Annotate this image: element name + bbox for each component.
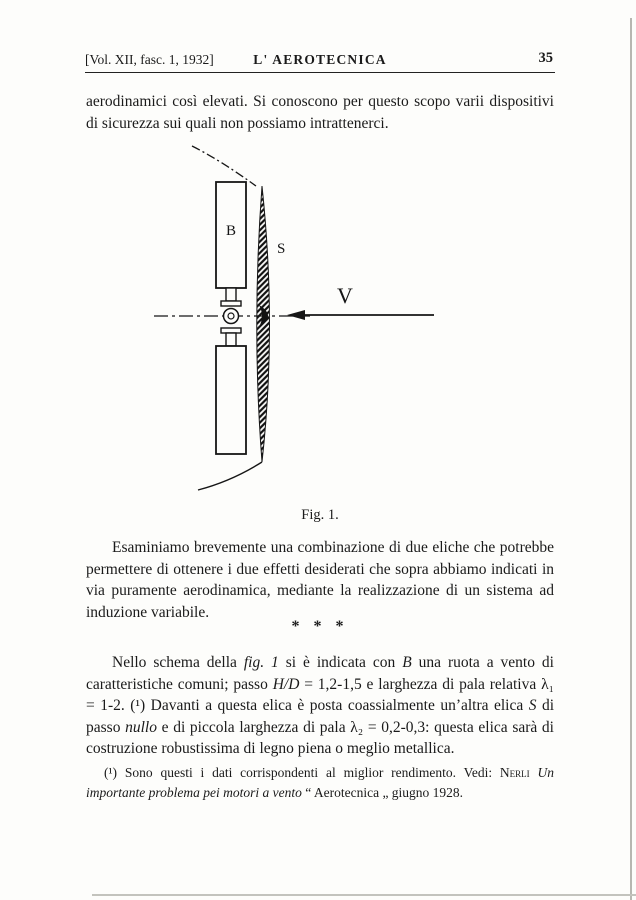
- figure-label-s: S: [277, 241, 286, 257]
- stream-curve-top: [192, 146, 256, 186]
- propeller-blade-bottom: [216, 328, 246, 454]
- velocity-arrow: [287, 310, 434, 320]
- journal-volume: [Vol. XII, fasc. 1, 1932]: [85, 52, 214, 67]
- figure-caption: Fig. 1.: [301, 507, 339, 523]
- paragraph-intro: aerodinamici così elevati. Si conoscono per questo scopo varii dispositivi di sicurezza sui quali non possiamo intrattenerci.: [86, 93, 554, 132]
- figure-label-v: V: [337, 283, 353, 308]
- scan-edge-right: [630, 18, 632, 900]
- figure-label-b: B: [225, 223, 237, 239]
- section-separator: * * *: [291, 618, 349, 635]
- journal-title: L' AEROTECNICA: [253, 52, 387, 67]
- page-number: 35: [538, 50, 553, 66]
- header-rule: [85, 72, 555, 73]
- figure-drawing: [138, 140, 460, 496]
- propeller-blade-top: [216, 182, 246, 306]
- paragraph-examine: Esaminiamo brevemente una combinazione di due eliche che potrebbe permettere di ottenere i due effetti desiderati che sopra abbiamo indicati in via puramente aerodinamica, mediante la realizzazione di un sistema ad induzione variabile.: [86, 539, 554, 621]
- scan-edge-bottom: [92, 894, 636, 896]
- footnote: (¹) Sono questi i dati corrispondenti al miglior rendimento. Vedi: Nerli Un importante problema pei motori a vento “ Aerotecnica „ giugno 1928.: [86, 765, 555, 800]
- stream-curve-bottom: [198, 462, 262, 490]
- propeller-hub: [224, 309, 239, 324]
- paragraph-schema: Nello schema della fig. 1 si è indicata con B una ruota a vento di caratteristiche comuni; passo H/D = 1,2-1,5 e larghezza di pala relativa λ₁ = 1-2. (¹) Davanti a questa elica è posta coassialmente un’altra elica S di passo nullo e di piccola larghezza di pala λ₂ = 0,2-0,3: questa elica sarà di costruzione robustissima di legno piena o meglio metallica.: [86, 654, 554, 757]
- page-header: [85, 52, 555, 70]
